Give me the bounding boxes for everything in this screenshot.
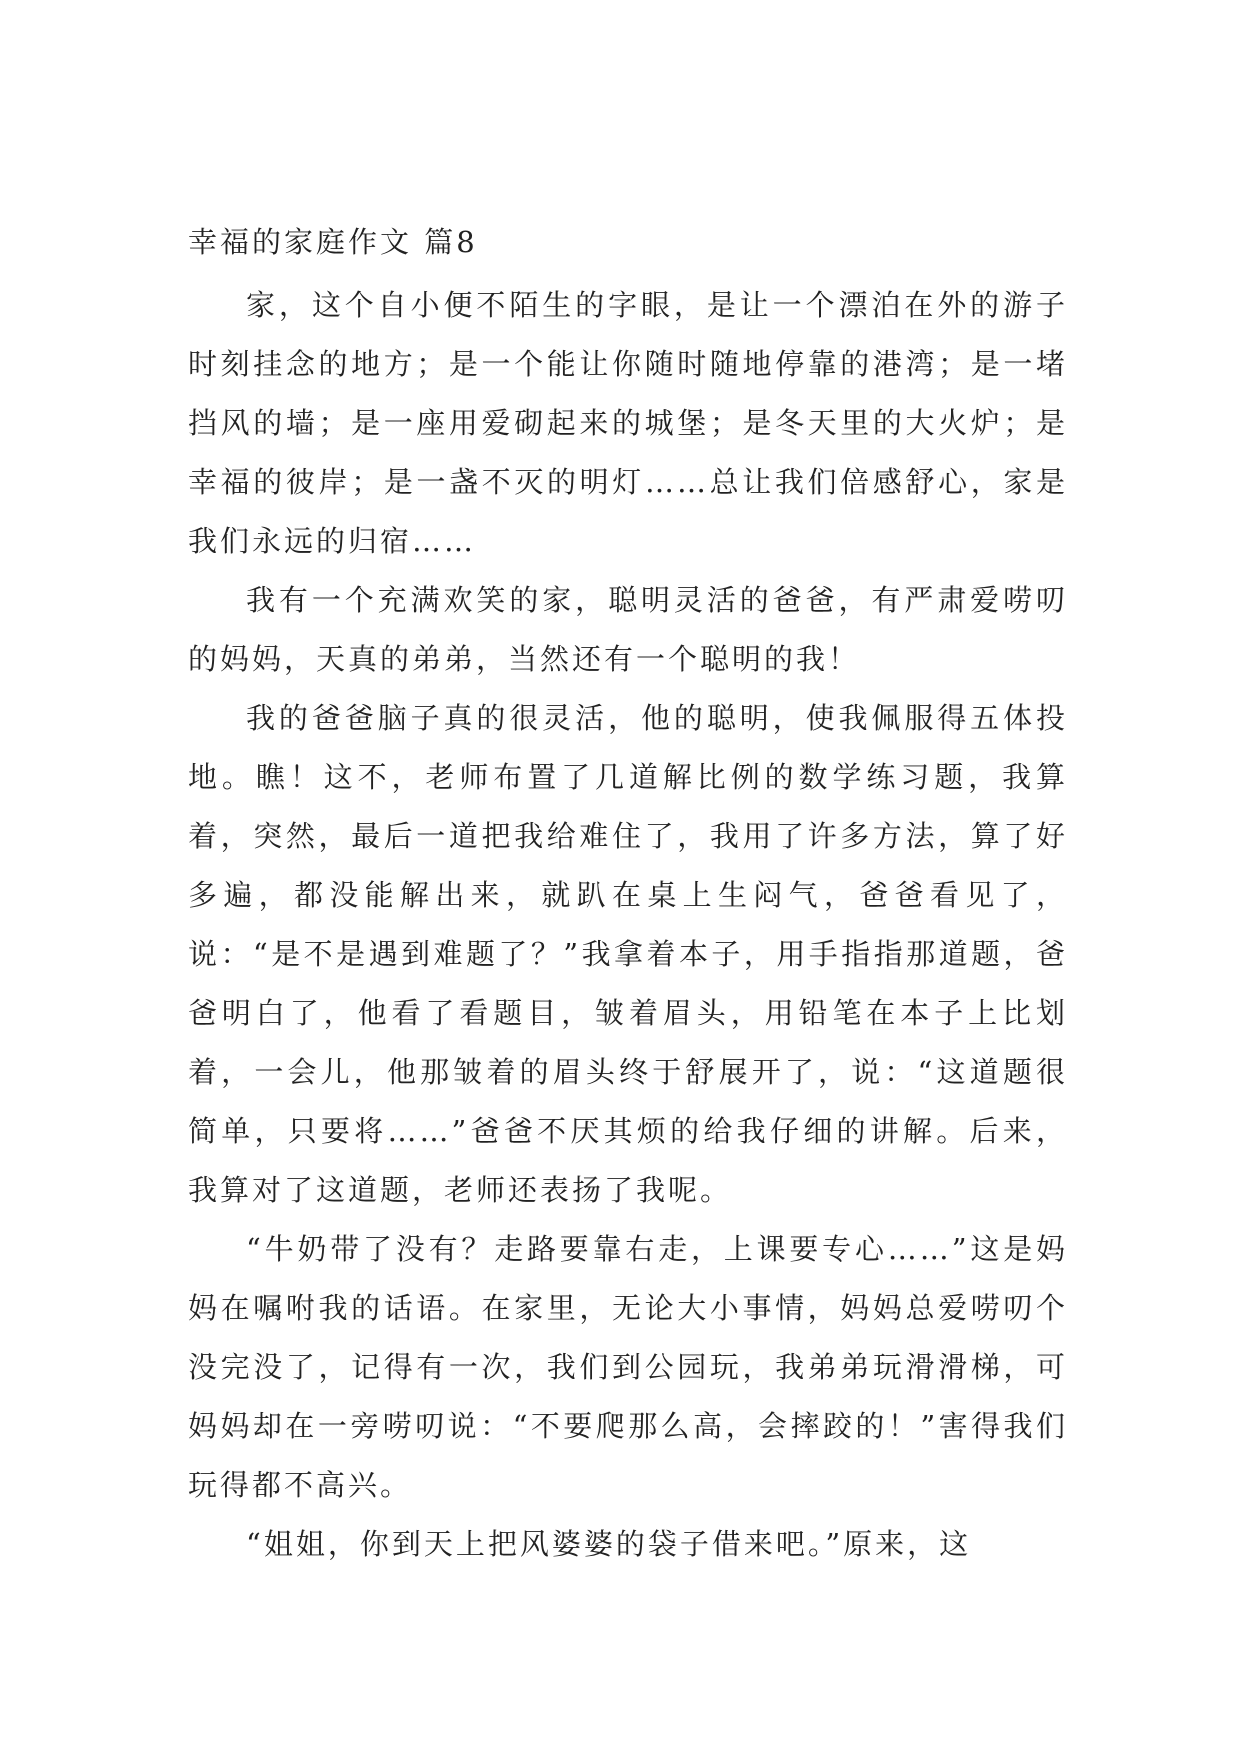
paragraph-5: “姐姐，你到天上把风婆婆的袋子借来吧。”原来，这 <box>246 1527 972 1561</box>
paragraph-4: “牛奶带了没有？走路要靠右走，上课要专心……”这是妈妈在嘱咐我的话语。在家里，无论大小事情，妈妈总爱唠叨个没完没了，记得有一次，我们到公园玩，我弟弟玩滑滑梯，可妈妈却在一旁唠叨说：“不要爬那么高，会摔跤的！”害得我们玩得都不高兴。 <box>188 1232 1068 1502</box>
paragraph-1: 家，这个自小便不陌生的字眼，是让一个漂泊在外的游子时刻挂念的地方；是一个能让你随时随地停靠的港湾；是一堵挡风的墙；是一座用爱砌起来的城堡；是冬天里的大火炉；是幸福的彼岸；是一盏不灭的明灯……总让我们倍感舒心，家是我们永远的归宿…… <box>188 288 1068 558</box>
document-title: 幸福的家庭作文 篇8 <box>188 225 478 259</box>
document-body <box>188 222 1068 1574</box>
paragraph-3: 我的爸爸脑子真的很灵活，他的聪明，使我佩服得五体投地。瞧！这不，老师布置了几道解比例的数学练习题，我算着，突然，最后一道把我给难住了，我用了许多方法，算了好多遍，都没能解出来，就趴在桌上生闷气，爸爸看见了，说：“是不是遇到难题了？”我拿着本子，用手指指那道题，爸爸明白了，他看了看题目，皱着眉头，用铅笔在本子上比划着，一会儿，他那皱着的眉头终于舒展开了，说：“这道题很简单，只要将……”爸爸不厌其烦的给我仔细的讲解。后来，我算对了这道题，老师还表扬了我呢。 <box>188 701 1068 1207</box>
paragraph-2: 我有一个充满欢笑的家，聪明灵活的爸爸，有严肃爱唠叨的妈妈，天真的弟弟，当然还有一个聪明的我！ <box>188 583 1068 676</box>
